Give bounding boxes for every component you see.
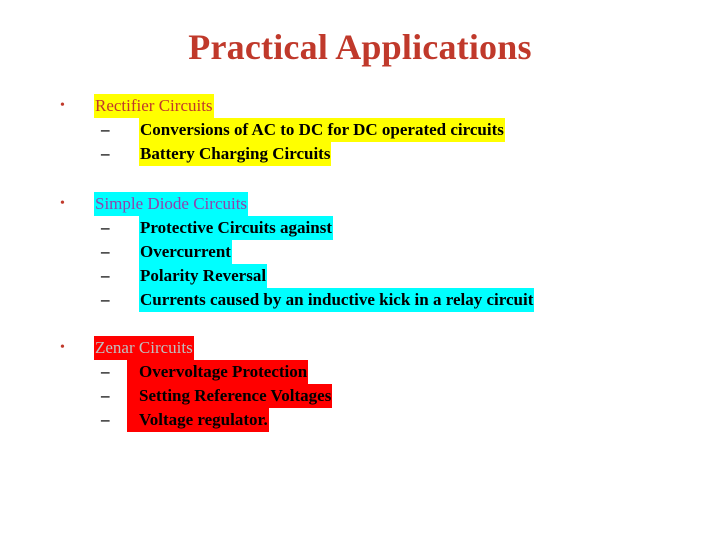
list-item-text: Setting Reference Voltages — [127, 384, 332, 408]
section-heading: Zenar Circuits — [94, 336, 194, 360]
bullet-icon: • — [60, 196, 65, 211]
bullet-icon: • — [60, 98, 65, 113]
list-item-text: Conversions of AC to DC for DC operated circuits — [139, 118, 505, 142]
dash-icon: – — [101, 242, 110, 261]
list-item-text: Currents caused by an inductive kick in a relay circuit — [139, 288, 534, 312]
dash-icon: – — [101, 290, 110, 309]
dash-icon: – — [101, 386, 110, 405]
dash-icon: – — [101, 266, 110, 285]
dash-icon: – — [101, 144, 110, 163]
list-item-text: Battery Charging Circuits — [139, 142, 331, 166]
bullet-icon: • — [60, 340, 65, 355]
dash-icon: – — [101, 218, 110, 237]
slide-title: Practical Applications — [188, 27, 532, 67]
dash-icon: – — [101, 410, 110, 429]
list-item-text: Polarity Reversal — [139, 264, 267, 288]
list-item-text: Overvoltage Protection — [127, 360, 308, 384]
dash-icon: – — [101, 362, 110, 381]
list-item-text: Protective Circuits against — [139, 216, 333, 240]
section-heading: Rectifier Circuits — [94, 94, 214, 118]
list-item-text: Voltage regulator. — [127, 408, 269, 432]
dash-icon: – — [101, 120, 110, 139]
list-item-text: Overcurrent — [139, 240, 232, 264]
section-heading: Simple Diode Circuits — [94, 192, 248, 216]
